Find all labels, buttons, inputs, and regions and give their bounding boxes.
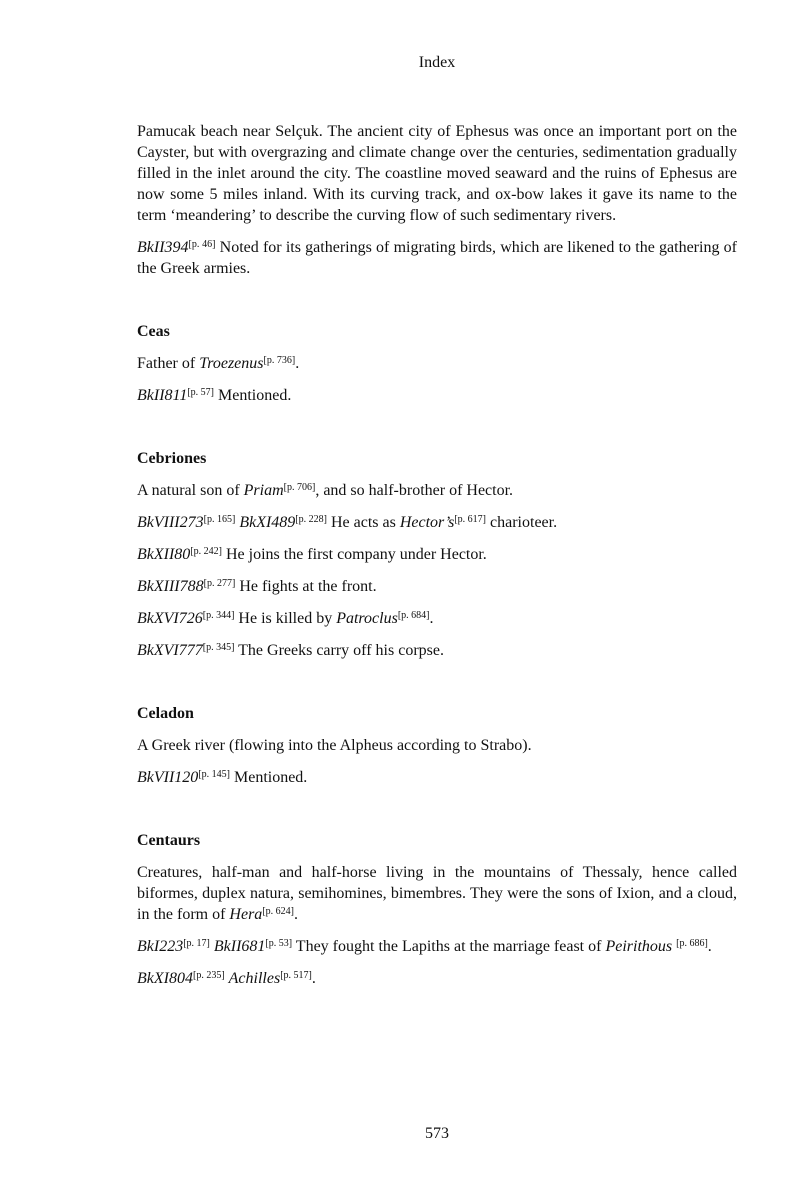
index-entry-ceas	[137, 321, 737, 406]
cross-reference-link[interactable]: Hera	[229, 906, 263, 923]
page-marker: [p. 46]	[188, 239, 216, 250]
page-marker: [p. 345]	[202, 642, 235, 653]
cross-reference-link[interactable]: Achilles	[228, 970, 281, 987]
reference-line	[137, 767, 737, 788]
page-marker: [p. 617]	[454, 514, 487, 525]
entry-description	[137, 735, 737, 756]
entry-title: Cebriones	[137, 450, 207, 467]
book-reference[interactable]: BkVIII273	[137, 514, 204, 531]
book-reference[interactable]: BkXI489	[239, 514, 296, 531]
description-text: , and so half-brother of Hector.	[315, 482, 514, 499]
page-marker: [p. 53]	[265, 938, 293, 949]
reference-text: charioteer.	[486, 514, 558, 531]
entry-title: Celadon	[137, 705, 194, 722]
index-entry-centaurs	[137, 830, 737, 989]
reference-line	[137, 576, 737, 597]
reference-text: .	[429, 610, 434, 627]
index-entry-cebriones	[137, 448, 737, 661]
reference-text: The Greeks carry off his corpse.	[234, 642, 444, 659]
page-marker: [p. 344]	[202, 610, 235, 621]
page-marker: [p. 686]	[676, 938, 708, 949]
reference-line	[137, 512, 737, 533]
cross-reference-link[interactable]: Patroclus	[336, 610, 398, 627]
reference-line	[137, 608, 737, 629]
book-reference[interactable]: BkI223	[137, 938, 184, 955]
description-text: A Greek river (flowing into the Alpheus according to Strabo).	[137, 737, 532, 754]
description-text: Creatures, half-man and half-horse living in the mountains of Thessaly, hence called biformes, duplex natura, semihomines, bimembres. They were the sons of Ixion, and a cloud, in the form of	[137, 864, 737, 923]
index-content	[137, 121, 737, 1000]
page-marker: [p. 145]	[198, 769, 230, 780]
reference-text: He fights at the front.	[235, 578, 377, 595]
reference-text: He is killed by	[234, 610, 337, 627]
reference-line	[137, 385, 737, 406]
reference-line	[137, 936, 737, 957]
entry-title: Centaurs	[137, 832, 201, 849]
book-reference[interactable]: BkII681	[213, 938, 266, 955]
page-marker: [p. 736]	[263, 355, 296, 366]
page-marker: [p. 165]	[203, 514, 236, 525]
book-reference[interactable]: BkVII120	[137, 769, 199, 786]
reference-text: He acts as	[326, 514, 400, 531]
description-text: A natural son of	[137, 482, 244, 499]
page-marker: [p. 706]	[283, 482, 316, 493]
book-reference[interactable]: BkXII80	[137, 546, 191, 563]
running-head: Index	[418, 54, 456, 71]
cross-reference-link[interactable]: Troezenus	[199, 355, 264, 372]
page-marker: [p. 277]	[203, 578, 236, 589]
book-reference[interactable]: BkXVI777	[137, 642, 203, 659]
cross-reference-link[interactable]: Priam	[243, 482, 284, 499]
book-reference[interactable]: BkXI804	[137, 970, 193, 987]
entry-description	[137, 862, 737, 925]
reference-text: Mentioned.	[229, 769, 308, 786]
page-marker: [p. 517]	[280, 970, 312, 981]
book-reference[interactable]: BkXVI726	[137, 610, 203, 627]
description-text: Father of	[137, 355, 200, 372]
page-marker: [p. 57]	[187, 387, 215, 398]
book-reference[interactable]: BkII394	[137, 239, 189, 256]
page-marker: [p. 242]	[190, 546, 222, 557]
reference-line	[137, 544, 737, 565]
reference-line	[137, 237, 737, 279]
description-text: .	[293, 906, 298, 923]
reference-line	[137, 640, 737, 661]
reference-text: Mentioned.	[214, 387, 292, 404]
reference-text: He joins the first company under Hector.	[221, 546, 487, 563]
book-reference[interactable]: BkII811	[137, 387, 188, 404]
entry-description	[137, 480, 737, 501]
reference-text: .	[311, 970, 316, 987]
continuation-paragraph: Pamucak beach near Selçuk. The ancient city of Ephesus was once an important port on the Cayster, but with overgrazing and climate change over the centuries, sedimentation gradually filled in the inlet around the city. The coastline moved seaward and the ruins of Ephesus are now some 5 miles inland. With its curving track, and ox-bow lakes it gave its name to the term ‘meandering’ to describe the curving flow of such sedimentary rivers.	[137, 123, 737, 224]
book-reference[interactable]: BkXIII788	[137, 578, 204, 595]
reference-line	[137, 968, 737, 989]
page-marker: [p. 624]	[262, 906, 294, 917]
entry-title: Ceas	[137, 323, 170, 340]
page-marker: [p. 17]	[183, 938, 210, 949]
description-text: .	[295, 355, 300, 372]
page-marker: [p. 684]	[397, 610, 430, 621]
reference-text: They fought the Lapiths at the marriage feast of	[292, 938, 606, 955]
entry-description	[137, 353, 737, 374]
page-marker: [p. 228]	[295, 514, 327, 525]
reference-text: Noted for its gatherings of migrating birds, which are likened to the gathering of the Greek armies.	[137, 239, 738, 277]
cross-reference-link[interactable]: Peirithous	[605, 938, 673, 955]
reference-text: .	[707, 938, 712, 955]
cross-reference-link[interactable]: Hector’s	[399, 514, 455, 531]
page-number: 573	[425, 1125, 449, 1142]
index-entry-celadon	[137, 703, 737, 788]
page-marker: [p. 235]	[192, 970, 225, 981]
